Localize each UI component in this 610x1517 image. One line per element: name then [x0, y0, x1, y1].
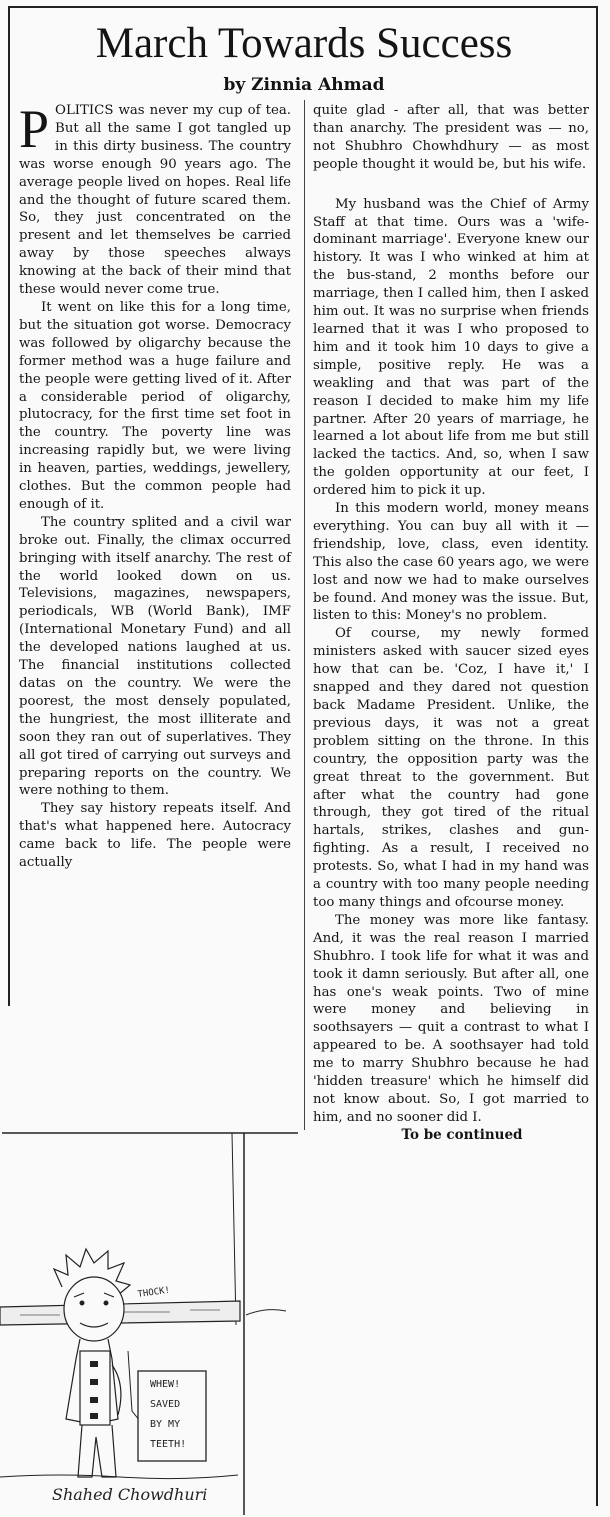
- article-title: March Towards Success: [95, 20, 513, 67]
- cartoon-sign-line: BY MY: [150, 1419, 181, 1430]
- paragraph: The money was more like fantasy. And, it was the real reason I married Shubhro. I took life for what it was and took it damn seriously. But after all, one has one's weak points. Two of mine were money and believing in soothsayers — quit a contrast to what I appeared to be. A soothsayer had told me to marry Shubhro because he had 'hidden treasure' which he himself did not know about. So, I got married to him, and no sooner did I.: [313, 912, 589, 1125]
- paragraph: quite glad - after all, that was better than anarchy. The president was — no, not Shubhro Chowhdhury — as most people thought it would be, but his wife.: [313, 103, 589, 172]
- paragraph-text: was never my cup of tea. But all the same I got tangled up in this dirty business. The country was worse enough 90 years ago. The average people lived on hopes. Real life and the thought of future scared them. So, they just concentrated on the present and let themselves be carried away by those speeches always knowing at the back of their mind that these would never come true.: [19, 103, 291, 298]
- cartoon-sound-effect: THOCK!: [137, 1285, 171, 1300]
- cartoon-illustration: [0, 1125, 300, 1517]
- paragraph: My husband was the Chief of Army Staff at that time. Ours was a 'wife-dominant marriage'. Everyone knew our history. It was I who winked at him at the bus-stand, 2 months before our marriage, then I called him, then I asked him out. It was no surprise when friends learned that it was I who proposed to him and it took him 10 days to give a simple, positive reply. He was a weakling and that was part of the reason I decided to make him my life partner. After 20 years of marriage, he learned a lot about life from me but still lacked the tactics. And, so, when I saw the golden opportunity at our feet, I ordered him to pick it up.: [313, 196, 589, 499]
- opening-caps: OLITICS: [55, 103, 114, 118]
- article-column-right: [313, 102, 589, 1145]
- page-border-top: [8, 6, 598, 8]
- paragraph: They say history repeats itself. And that's what happened here. Autocracy came back to life. The people were actually: [19, 801, 291, 871]
- continued-note: To be continued: [401, 1126, 523, 1143]
- paragraph: The country splited and a civil war broke out. Finally, the climax occurred bringing with itself anarchy. The rest of the world looked down on us. Televisions, magazines, newspapers, periodicals, WB (World Bank), IMF (International Monetary Fund) and all the developed nations laughed at us. The financial institutions collected datas on the country. We were the poorest, the most densely populated, the hungriest, the most illiterate and soon they ran out of superlatives. They all got tired of carrying out surveys and preparing reports on the country. We were nothing to them.: [19, 514, 291, 799]
- cartoon-signature: Shahed Chowdhuri: [52, 1485, 208, 1504]
- paragraph: Of course, my newly formed ministers asked with saucer sized eyes how that can be. 'Coz, I have it,' I snapped and they dared not question back Madame President. Unlike, the previous days, it was not a great problem sitting on the throne. In this country, the opposition party was the great threat to the government. But after what the country had gone through, they got tired of the ritual hartals, strikes, clashes and gun-fighting. As a result, I received no protests. So, what I had in my hand was a country with too many people needing too many things and ofcourse money.: [313, 626, 589, 910]
- paragraph: In this modern world, money means everything. You can buy all with it — friendship, love, class, even identity. This also the case 60 years ago, we were lost and now we had to make ourselves be found. And money was the issue. But, listen to this: Money's no problem.: [313, 501, 589, 624]
- cartoon-sign-line: TEETH!: [150, 1439, 187, 1450]
- paragraph: It went on like this for a long time, but the situation got worse. Democracy was followed by oligarchy because the former method was a huge failure and the people were getting lived of it. After a considerable period of oligarchy, plutocracy, for the first time set foot in the country. The poverty line was increasing rapidly but, we were living in heaven, parties, weddings, jewellery, clothes. But the common people had enough of it.: [19, 299, 291, 512]
- page-border-right: [596, 6, 598, 1506]
- article-byline: by Zinnia Ahmad: [223, 75, 385, 95]
- page-border-left: [8, 6, 10, 1006]
- cartoon-sign-line: WHEW!: [150, 1379, 181, 1390]
- cartoon-sign-line: SAVED: [150, 1399, 181, 1410]
- drop-cap: P: [19, 99, 50, 159]
- column-divider: [304, 100, 305, 1130]
- article-column-left: [19, 99, 291, 872]
- paragraph: [19, 99, 291, 299]
